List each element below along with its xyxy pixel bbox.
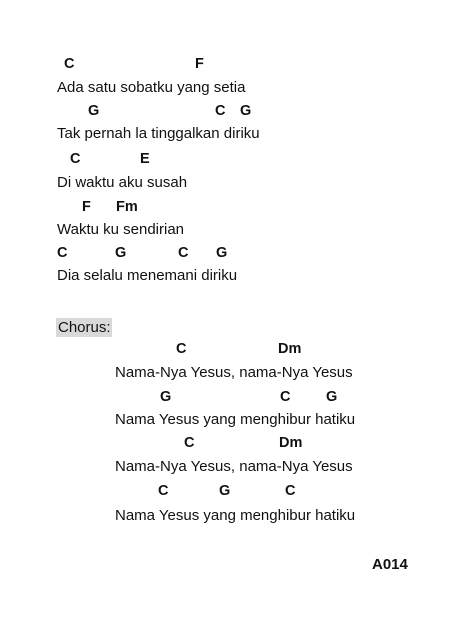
chord: C [285,483,296,499]
chorus-lyric-line: Nama Yesus yang menghibur hatiku [115,411,356,428]
chord: C [215,103,226,119]
chord: F [82,199,91,215]
chord: C [280,389,291,405]
verse-lyric-line: Di waktu aku susah [57,174,188,191]
chord: G [240,103,252,119]
chord: Dm [279,435,303,451]
chord: C [158,483,169,499]
verse-lyric-line: Ada satu sobatku yang setia [57,79,246,96]
chord: E [140,151,150,167]
chord: C [184,435,195,451]
chord: G [216,245,228,261]
chord: G [219,483,231,499]
chord: G [160,389,172,405]
chord: C [70,151,81,167]
chord: F [195,56,204,72]
chord: C [64,56,75,72]
chord: G [326,389,338,405]
chord: C [178,245,189,261]
chorus-label: Chorus: [58,319,111,336]
verse-lyric-line: Tak pernah la tinggalkan diriku [57,125,260,142]
chord: C [176,341,187,357]
chord: C [57,245,68,261]
chorus-lyric-line: Nama-Nya Yesus, nama-Nya Yesus [115,364,353,381]
chord: Dm [278,341,302,357]
verse-lyric-line: Waktu ku sendirian [57,221,185,238]
verse-lyric-line: Dia selalu menemani diriku [57,267,238,284]
chorus-lyric-line: Nama Yesus yang menghibur hatiku [115,507,356,524]
chord: Fm [116,199,138,215]
chord: G [115,245,127,261]
chorus-lyric-line: Nama-Nya Yesus, nama-Nya Yesus [115,458,353,475]
song-code: A014 [372,556,408,573]
chord: G [88,103,100,119]
